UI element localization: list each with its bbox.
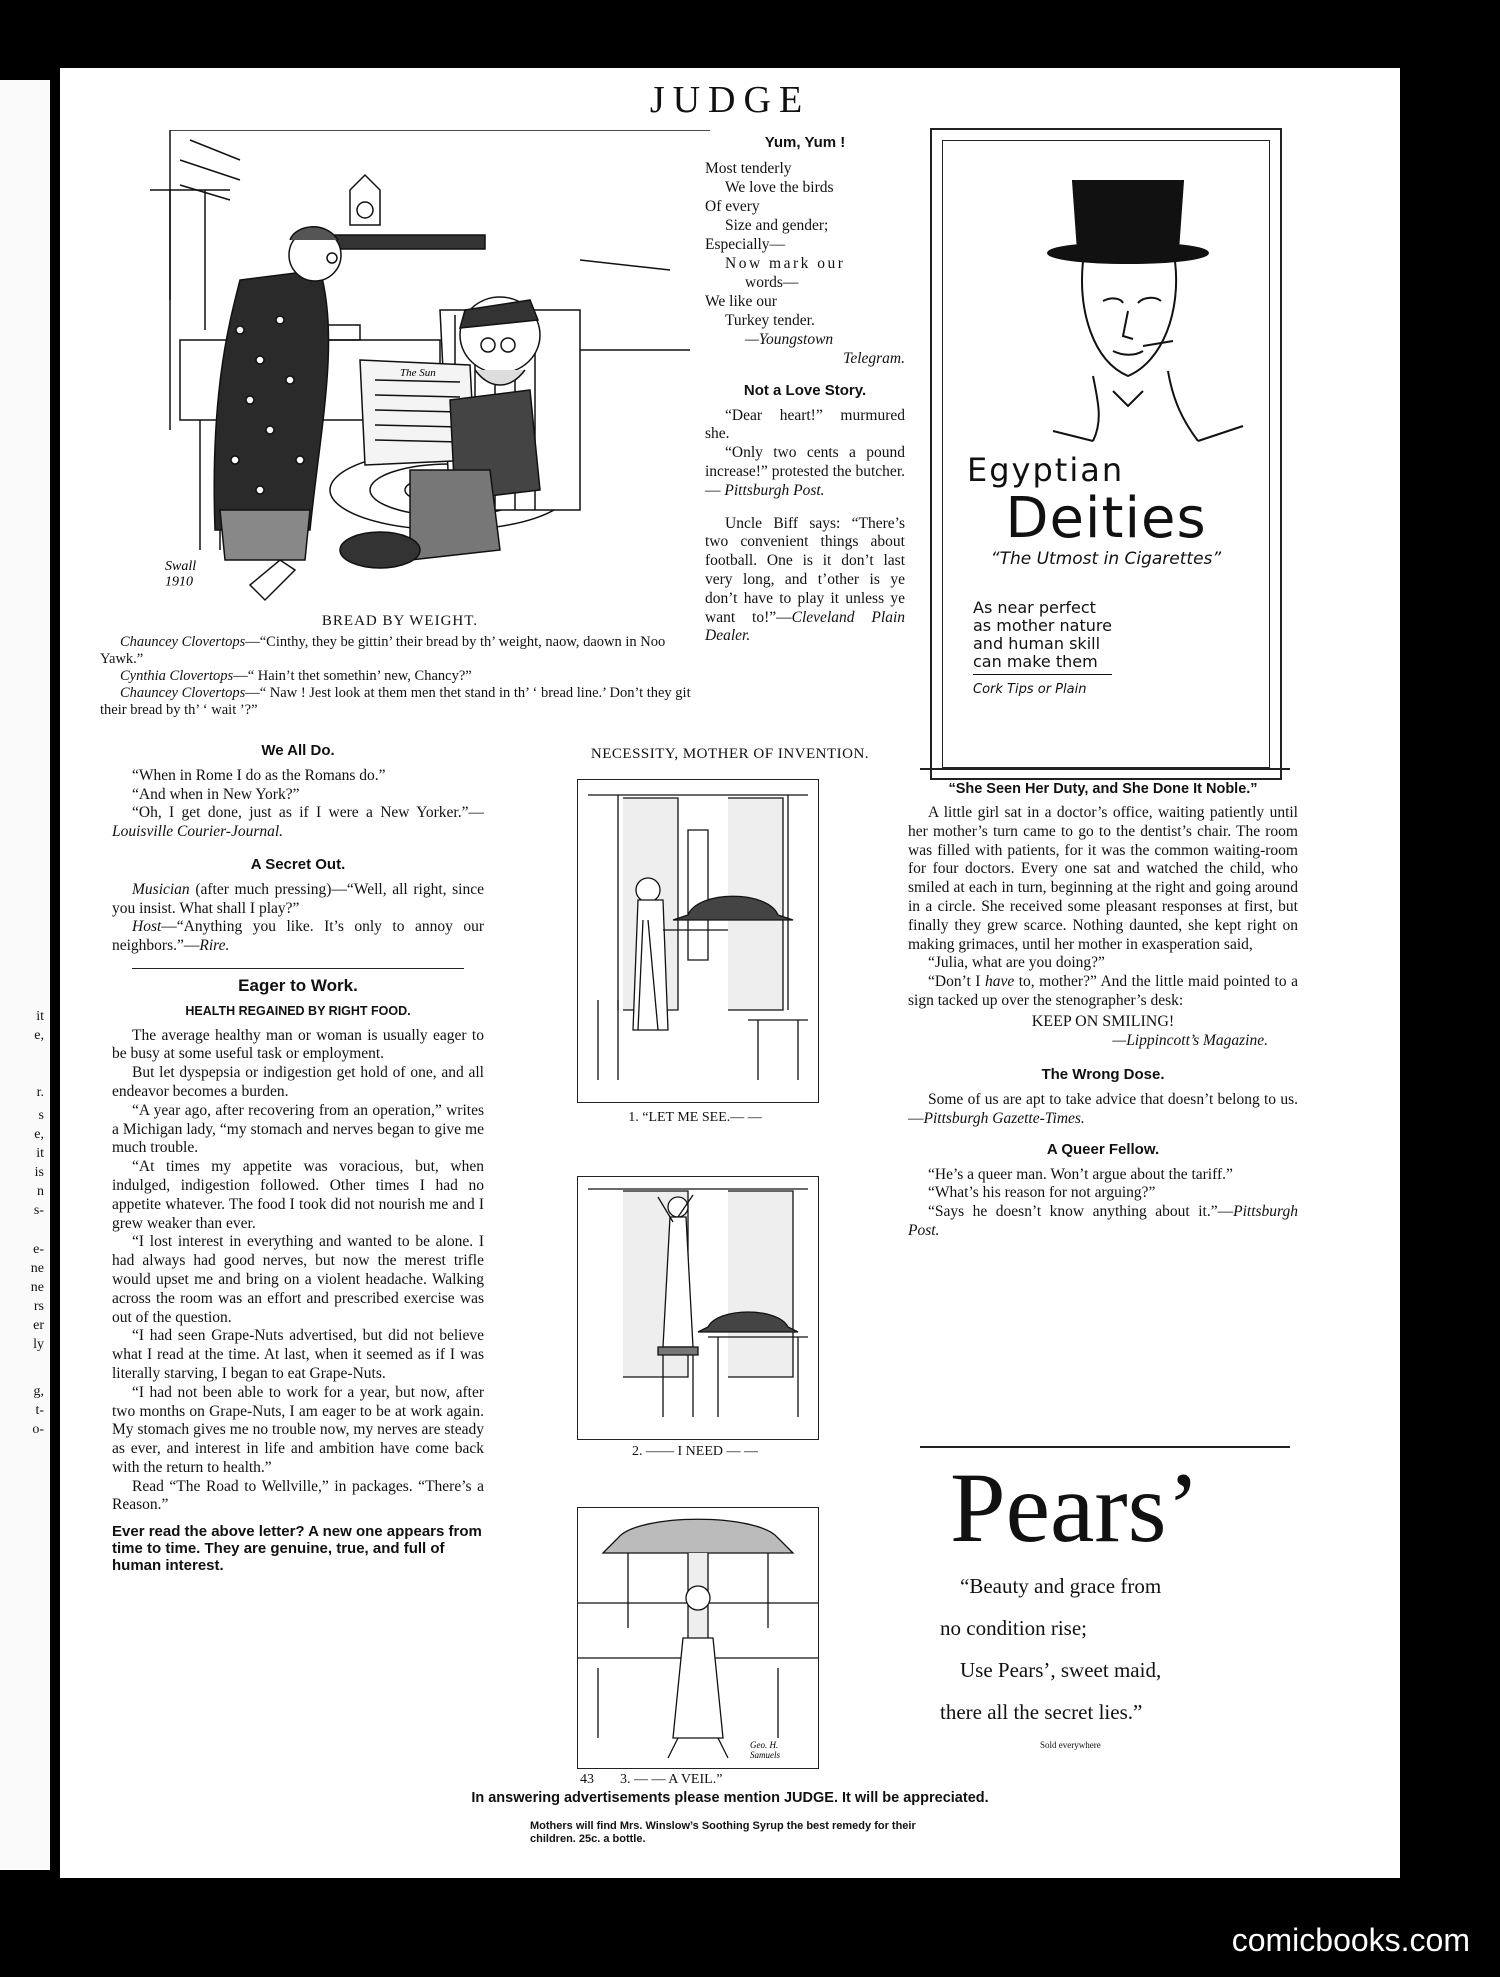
poem-line: Especially— [705, 235, 786, 253]
comic-panel-2 [577, 1176, 819, 1440]
dialogue: —“ Naw ! Jest look at them men thet stand in th’ ‘ bread line.’ Don’t they git their bread by th’ ‘ wait ’?” [100, 685, 691, 718]
uncle-biff-source: Cleveland Plain Dealer. [705, 608, 905, 645]
eager-title: Eager to Work. [238, 975, 358, 995]
prev-page-fragment: e, [34, 1028, 44, 1043]
panel-1-illustration [578, 780, 818, 1102]
speaker: Musician [132, 880, 190, 898]
watermark: comicbooks.com [1231, 1922, 1470, 1958]
eager-paragraph: “I had not been able to work for a year, but now, after two months on Grape-Nuts, I am eager to be at work again. My stomach gives me no trouble now, my nerves are steady as ever, and interest in life and ambition have come back with the return to health.” [112, 1383, 484, 1476]
speaker: Host [132, 918, 162, 936]
queer-fellow-text: “What’s his reason for not arguing?” [928, 1184, 1156, 1202]
speaker: Cynthia Clovertops [120, 668, 234, 684]
prev-page-fragment: s- [33, 1203, 44, 1218]
duty-text: “Don’t I [928, 973, 985, 991]
we-all-do-text: “When in Rome I do as the Romans do.” [132, 766, 386, 784]
poem-line: Size and gender; [725, 216, 829, 234]
queer-fellow-text [908, 1203, 1298, 1241]
eager-paragraph: The average healthy man or woman is usually eager to be busy at some useful task or employment. [112, 1026, 484, 1063]
newspaper-masthead: The Sun [400, 367, 436, 379]
prev-page-fragment: rs [33, 1299, 44, 1314]
winslow-notice: Mothers will find Mrs. Winslow’s Soothing Syrup the best remedy for their children. 25c. a bottle. [530, 1820, 916, 1845]
we-all-do-text-span: “Oh, I get done, just as if I were a New Yorker.”— [132, 804, 484, 822]
duty-emphasis: have [984, 973, 1015, 991]
duty-paragraph [908, 973, 1298, 1011]
prev-page-fragment: s [38, 1108, 44, 1123]
poem-body [705, 159, 905, 368]
comic-panel-3 [577, 1507, 819, 1769]
prev-page-fragment: ly [33, 1337, 44, 1352]
artist-signature: Geo. H. Samuels [750, 1740, 780, 1760]
uncle-biff-text [705, 515, 905, 647]
caption-line [100, 685, 700, 719]
prev-page-fragment: t- [35, 1403, 44, 1418]
ad-copy-line: as mother nature [973, 616, 1112, 635]
dialogue: —“Cinthy, they be gittin’ their bread by th’ weight, naow, daown in Noo Yawk.” [100, 634, 666, 667]
poem-line: Most tenderly [705, 159, 792, 177]
queer-fellow-text: “He’s a queer man. Won’t argue about the tariff.” [928, 1165, 1233, 1183]
eager-subtitle: HEALTH REGAINED BY RIGHT FOOD. [185, 1003, 411, 1018]
wrong-dose-source: Pittsburgh Gazette-Times. [923, 1109, 1085, 1127]
dialogue: —“ Hain’t thet somethin’ new, Chancy?” [233, 668, 472, 684]
pears-verse [920, 1568, 1290, 1730]
cartoon-caption [100, 613, 700, 719]
ad-brand-deities: Deities [1005, 486, 1207, 551]
prev-page-fragment: er [33, 1318, 44, 1333]
ad-copy-line: and human skill [973, 634, 1101, 653]
ad-tagline: “The Utmost in Cigarettes” [990, 549, 1222, 569]
panel-2-illustration [578, 1177, 818, 1439]
verse-line: “Beauty and grace from [960, 1574, 1162, 1598]
panel-2-caption: 2. —— I NEED — — [632, 1444, 758, 1459]
prev-page-fragment: it [36, 1009, 44, 1024]
artist-signature: Swall 1910 [165, 559, 197, 590]
prev-page-fragment: o- [32, 1422, 44, 1437]
ad-copy-line: can make them [973, 653, 1112, 675]
cartoon-title: BREAD BY WEIGHT. [321, 613, 479, 629]
wrong-dose-text [908, 1091, 1298, 1129]
page-number: 43 [580, 1772, 594, 1787]
eager-paragraph: Read “The Road to Wellville,” in packages. “There’s a Reason.” [112, 1477, 484, 1514]
right-column [908, 773, 1298, 1241]
divider [132, 968, 464, 969]
egyptian-deities-ad [930, 128, 1282, 780]
eager-paragraph: “I lost interest in everything and wanted to be alone. I had always had good nerves, but now the merest trifle would upset me and bring on a violent headache. Walking across the room was an effort and prescribed exercise was out of the question. [112, 1233, 484, 1326]
verse-line: no condition rise; [940, 1616, 1087, 1640]
ad-variant: Cork Tips or Plain [973, 682, 1087, 697]
magazine-page [60, 68, 1400, 1878]
queer-fellow-body: “Says he doesn’t know anything about it.”— [928, 1203, 1234, 1221]
verse-line: there all the secret lies.” [940, 1700, 1143, 1724]
eager-closing: Ever read the above letter? A new one appears from time to time. They are genuine, true, and full of human interest. [112, 1523, 482, 1575]
speaker: Chauncey Clovertops [120, 685, 246, 701]
love-story-source: Pittsburgh Post. [724, 481, 825, 499]
we-all-do-source: Louisville Courier-Journal. [112, 823, 284, 841]
poem-source: Telegram. [843, 349, 905, 367]
panel-3-illustration [578, 1508, 818, 1768]
poem-title: Yum, Yum ! [764, 134, 846, 151]
poem-source: —Youngstown [745, 330, 834, 348]
love-story-text [705, 444, 905, 500]
caption-line [100, 634, 700, 668]
comic-panel-1 [577, 779, 819, 1103]
yum-yum-poem [705, 134, 905, 646]
prev-page-fragment: e- [33, 1242, 44, 1257]
we-all-do-text [112, 804, 484, 842]
prev-page-fragment: n [37, 1184, 44, 1199]
prev-page-fragment: g, [33, 1384, 44, 1399]
prev-page-fragment: ne [30, 1280, 44, 1295]
poem-line: We love the birds [725, 178, 834, 196]
pears-sold: Sold everywhere [1040, 1740, 1101, 1750]
poem-line: Now mark our [725, 254, 846, 272]
secret-out-source: Rire. [199, 937, 230, 955]
cartoon-bread-by-weight [110, 130, 730, 650]
left-column [112, 736, 484, 1574]
prev-page-fragment: e, [34, 1127, 44, 1142]
secret-out-text [112, 918, 484, 956]
caption-line [100, 668, 700, 685]
uncle-biff-body: Uncle Biff says: “There’s two convenient things about football. One is it don’t last very long, and t’other is ye don’t have to play it unless ye want to!”— [705, 514, 905, 626]
eager-paragraph: But let dyspepsia or indigestion get hold of one, and all endeavor becomes a burden. [112, 1064, 484, 1100]
duty-text: to, mother?” And the little maid pointed to a sign tacked up over the stenographer’s desk: [908, 973, 1298, 1009]
panel-1-caption: 1. “LET ME SEE.— — [628, 1110, 762, 1125]
prev-page-fragment: ne [30, 1261, 44, 1276]
secret-out-text [112, 881, 484, 919]
cartoon-illustration [110, 130, 730, 670]
footer-notice: In answering advertisements please mention JUDGE. It will be appreciated. [471, 1790, 989, 1806]
ad-copy [973, 599, 1112, 699]
gentleman-portrait [943, 141, 1269, 451]
pears-brand: Pears’ [950, 1452, 1200, 1563]
divider [920, 768, 1290, 770]
verse-line: Use Pears’, sweet maid, [960, 1658, 1162, 1682]
ad-copy-line: As near perfect [973, 598, 1096, 617]
eager-paragraph: “I had seen Grape-Nuts advertised, but did not believe what I read at the time. At last, when it seemed as if I was literally starving, I began to eat Grape-Nuts. [112, 1327, 484, 1382]
poem-line: Turkey tender. [725, 311, 815, 329]
eager-paragraph: “At times my appetite was voracious, but, when indulged, indigestion followed. Other times I had no appetite whatever. The food I took did not nourish me and I grew weaker than ever. [112, 1158, 484, 1232]
wrong-dose-body: Some of us are apt to take advice that doesn’t belong to us.— [908, 1091, 1298, 1127]
ad-inner-frame [942, 140, 1270, 768]
panel-3-caption: 3. — — A VEIL.” [620, 1772, 723, 1787]
love-story-title: Not a Love Story. [743, 381, 867, 399]
queer-fellow-title: A Queer Fellow. [1046, 1140, 1160, 1158]
previous-page-edge [0, 80, 50, 1870]
we-all-do-title: We All Do. [261, 742, 335, 759]
speaker: Chauncey Clovertops [120, 634, 246, 650]
secret-out-text-span: —“Anything you like. It’s only to annoy our neighbors.”— [112, 918, 484, 955]
we-all-do-text: “And when in New York?” [132, 785, 300, 803]
queer-fellow-source: Pittsburgh Post. [908, 1203, 1298, 1239]
love-story-text-span: “Only two cents a pound increase!” protested the butcher.— [705, 444, 905, 499]
secret-out-text-span: (after much pressing)—“Well, all right, since you insist. What shall I play?” [112, 880, 484, 917]
duty-paragraph: “Julia, what are you doing?” [928, 954, 1105, 972]
secret-out-title: A Secret Out. [250, 855, 346, 873]
poem-line: words— [745, 273, 799, 291]
poem-line: We like our [705, 292, 777, 310]
ad-brand-egyptian: Egyptian [967, 451, 1125, 489]
prev-page-fragment: is [34, 1165, 44, 1180]
duty-paragraph: A little girl sat in a doctor’s office, waiting patiently until her mother’s turn came to go to the dentist’s chair. The room was filled with patients, for it was the common waiting-room for four doctors. Every one sat and watched the child, who smiled at each in turn, beginning at the right and going around in a circle. She received some pleasant responses at first, but finally they grew scarce. Nothing daunted, she kept right on making grimaces, until her mother in exasperation said, [908, 804, 1298, 953]
necessity-title: NECESSITY, MOTHER OF INVENTION. [590, 746, 870, 762]
masthead: JUDGE [649, 79, 811, 121]
pears-ad [920, 1448, 1290, 1778]
duty-source: —Lippincott’s Magazine. [1112, 1031, 1268, 1049]
love-story-text: “Dear heart!” murmured she. [705, 406, 905, 443]
poem-line: Of every [705, 197, 760, 215]
wrong-dose-title: The Wrong Dose. [1041, 1066, 1165, 1084]
prev-page-fragment: r. [36, 1085, 44, 1100]
duty-sign: KEEP ON SMILING! [1031, 1012, 1175, 1030]
prev-page-fragment: it [36, 1146, 44, 1161]
eager-paragraph: “A year ago, after recovering from an operation,” writes a Michigan lady, “my stomach and nerves began to give me much trouble. [112, 1101, 484, 1157]
duty-title: “She Seen Her Duty, and She Done It Noble.” [948, 781, 1258, 797]
